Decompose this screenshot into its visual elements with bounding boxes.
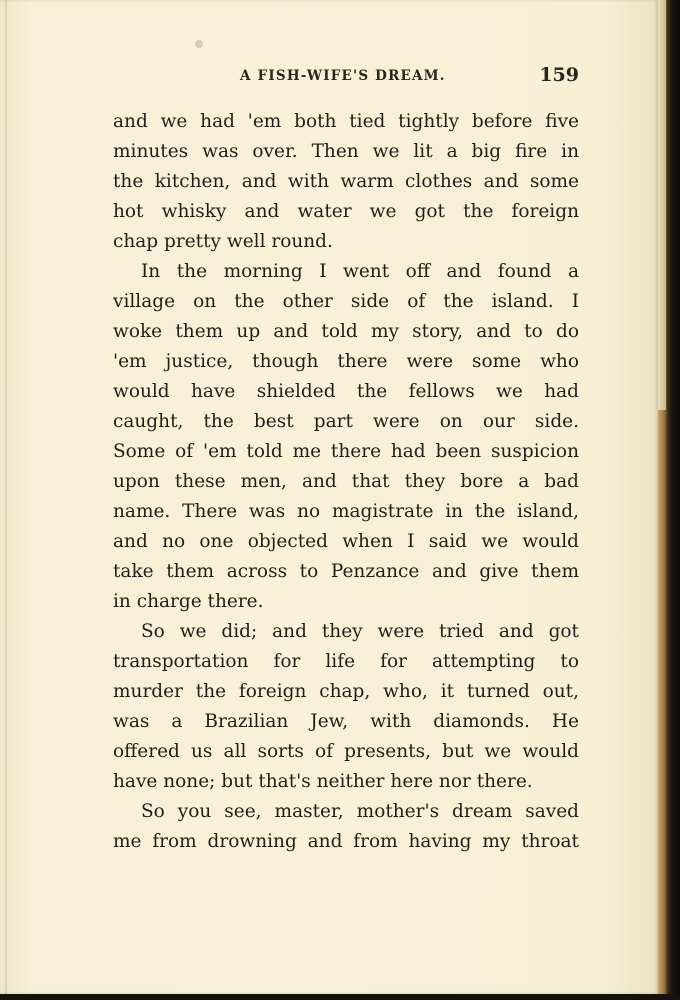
text-line: take them across to Penzance and give them	[113, 561, 579, 582]
text-line: In the morning I went off and found a	[141, 261, 579, 282]
text-line: offered us all sorts of presents, but we would	[113, 741, 579, 762]
page-number: 159	[539, 64, 579, 86]
page-edge-bottom	[0, 994, 680, 1000]
text-line: the kitchen, and with warm clothes and some	[113, 171, 579, 192]
text-line: name. There was no magistrate in the island,	[113, 501, 579, 522]
text-line: So we did; and they were tried and got	[141, 621, 579, 642]
text-line: and no one objected when I said we would	[113, 531, 579, 552]
text-line: minutes was over. Then we lit a big fire in	[113, 141, 579, 162]
text-line: chap pretty well round.	[113, 231, 333, 252]
page-edge-right	[658, 0, 680, 1000]
text-line: So you see, master, mother's dream saved	[141, 801, 579, 822]
text-line: in charge there.	[113, 591, 264, 612]
text-line: woke them up and told my story, and to do	[113, 321, 579, 342]
text-line: would have shielded the fellows we had	[113, 381, 579, 402]
text-line: me from drowning and from having my throat	[113, 831, 579, 852]
text-line: village on the other side of the island. I	[113, 291, 579, 312]
text-line: have none; but that's neither here nor there.	[113, 771, 533, 792]
text-line: murder the foreign chap, who, it turned out,	[113, 681, 579, 702]
text-line: 'em justice, though there were some who	[113, 351, 579, 372]
text-line: was a Brazilian Jew, with diamonds. He	[113, 711, 579, 732]
text-line: hot whisky and water we got the foreign	[113, 201, 579, 222]
text-line: and we had 'em both tied tightly before five	[113, 111, 579, 132]
text-line: caught, the best part were on our side.	[113, 411, 579, 432]
binding-gutter-line	[5, 0, 7, 994]
ink-smudge	[195, 40, 203, 48]
text-line: Some of 'em told me there had been suspicion	[113, 441, 579, 462]
running-header	[113, 64, 579, 92]
text-line: upon these men, and that they bore a bad	[113, 471, 579, 492]
running-title: A FISH-WIFE'S DREAM.	[240, 68, 446, 84]
body-text	[113, 107, 579, 857]
text-line: transportation for life for attempting to	[113, 651, 579, 672]
